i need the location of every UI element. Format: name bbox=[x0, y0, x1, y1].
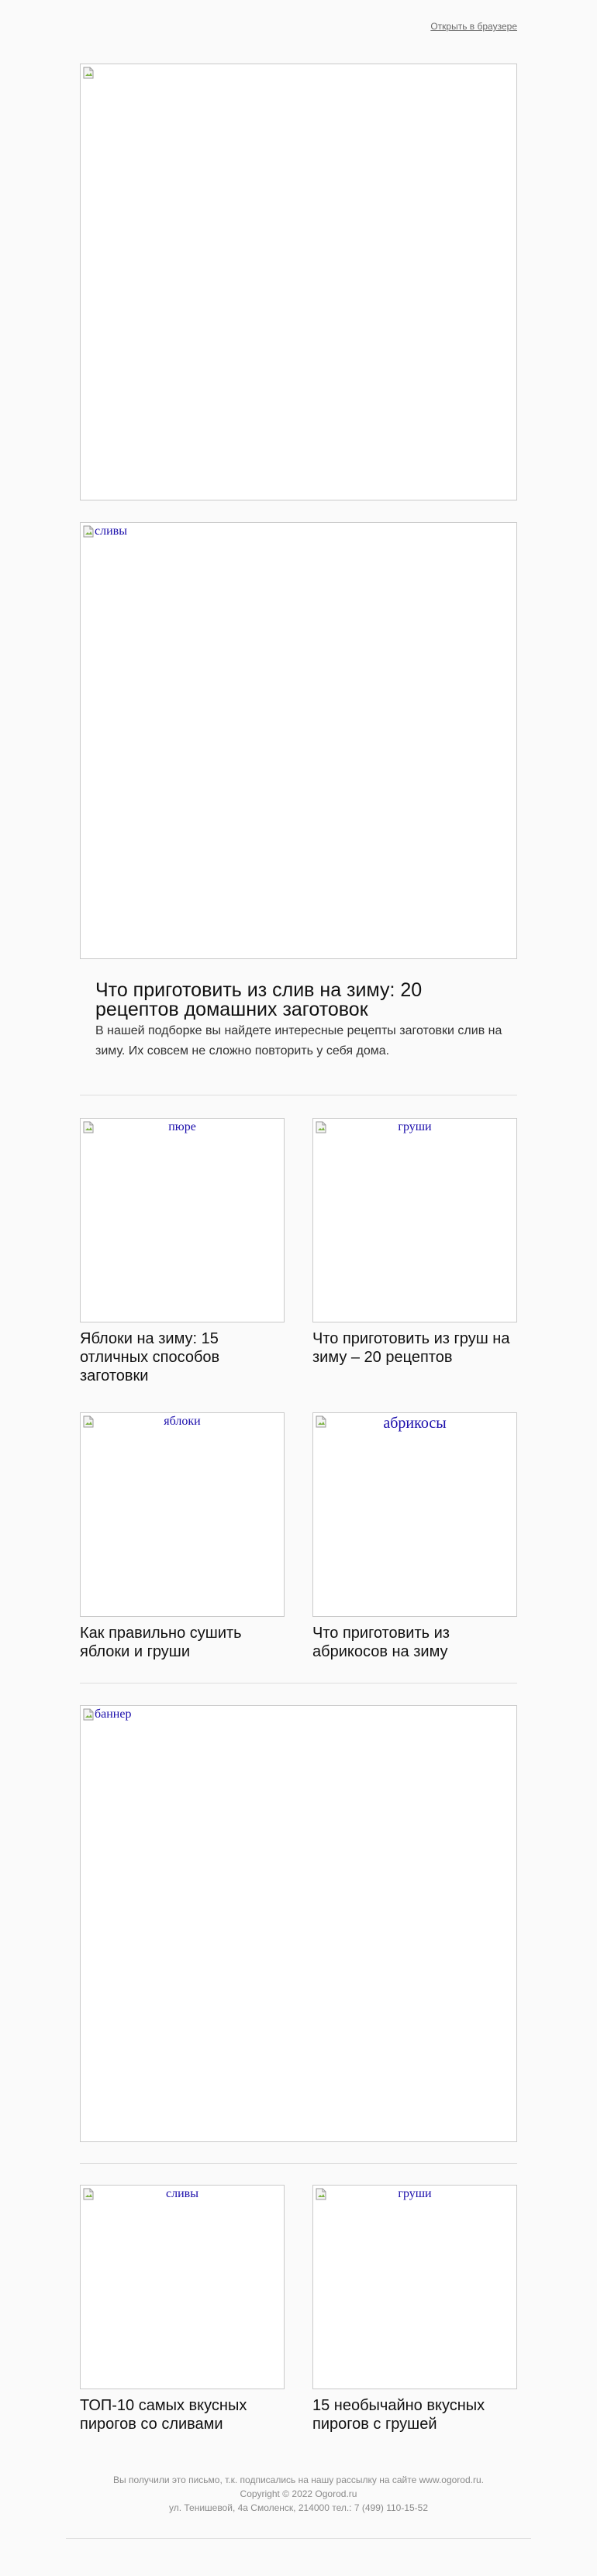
feature-description: В нашей подборке вы найдете интересные рецепты заготовки слив на зиму. Их совсем не сложно повторить у себя дома. bbox=[95, 1024, 502, 1058]
article-title[interactable]: Что приготовить из абрикосов на зиму bbox=[312, 1625, 450, 1660]
broken-image-icon bbox=[83, 67, 94, 79]
footer-copyright: Copyright © 2022 Ogorod.ru bbox=[240, 2488, 357, 2499]
footer-divider bbox=[66, 2538, 531, 2539]
hero-image[interactable] bbox=[80, 64, 517, 500]
article-image-alt: яблоки bbox=[164, 1415, 201, 1428]
footer bbox=[0, 2473, 597, 2515]
article-title[interactable]: ТОП-10 самых вкусных пирогов со сливами bbox=[80, 2397, 247, 2433]
article-image[interactable] bbox=[312, 1118, 517, 1322]
footer-subscribe-note: Вы получили это письмо, т.к. подписались на нашу рассылку на сайте www.ogorod.ru. bbox=[113, 2475, 484, 2485]
banner-image-alt: баннер bbox=[95, 1708, 132, 1721]
banner-image[interactable] bbox=[80, 1705, 517, 2142]
article-title[interactable]: 15 необычайно вкусных пирогов с грушей bbox=[312, 2397, 485, 2433]
article-image[interactable] bbox=[312, 2185, 517, 2389]
article-image-alt: сливы bbox=[166, 2187, 198, 2200]
article-image-alt: груши bbox=[398, 2187, 432, 2200]
feature-title[interactable]: Что приготовить из слив на зиму: 20 рецептов домашних заготовок bbox=[95, 979, 423, 1020]
article-image-alt: абрикосы bbox=[383, 1415, 447, 1432]
divider bbox=[80, 2163, 517, 2164]
article-image[interactable] bbox=[312, 1412, 517, 1617]
article-title[interactable]: Яблоки на зиму: 15 отличных способов заготовки bbox=[80, 1330, 220, 1384]
article-image-alt: пюре bbox=[168, 1120, 196, 1133]
footer-address: ул. Тенишевой, 4а Смоленск, 214000 тел.: 7 (499) 110-15-52 bbox=[168, 2502, 429, 2513]
feature-image-alt: сливы bbox=[95, 524, 127, 538]
feature-image[interactable] bbox=[80, 522, 517, 959]
article-image[interactable] bbox=[80, 1118, 285, 1322]
article-title[interactable]: Как правильно сушить яблоки и груши bbox=[80, 1625, 242, 1660]
open-in-browser-link[interactable]: Открыть в браузере bbox=[430, 21, 517, 32]
divider bbox=[80, 1683, 517, 1684]
article-image-alt: груши bbox=[398, 1120, 432, 1133]
broken-image-icon bbox=[83, 525, 94, 538]
article-image[interactable] bbox=[80, 2185, 285, 2389]
broken-image-icon bbox=[83, 1708, 94, 1721]
article-image[interactable] bbox=[80, 1412, 285, 1617]
article-title[interactable]: Что приготовить из груш на зиму – 20 рецептов bbox=[312, 1330, 510, 1366]
